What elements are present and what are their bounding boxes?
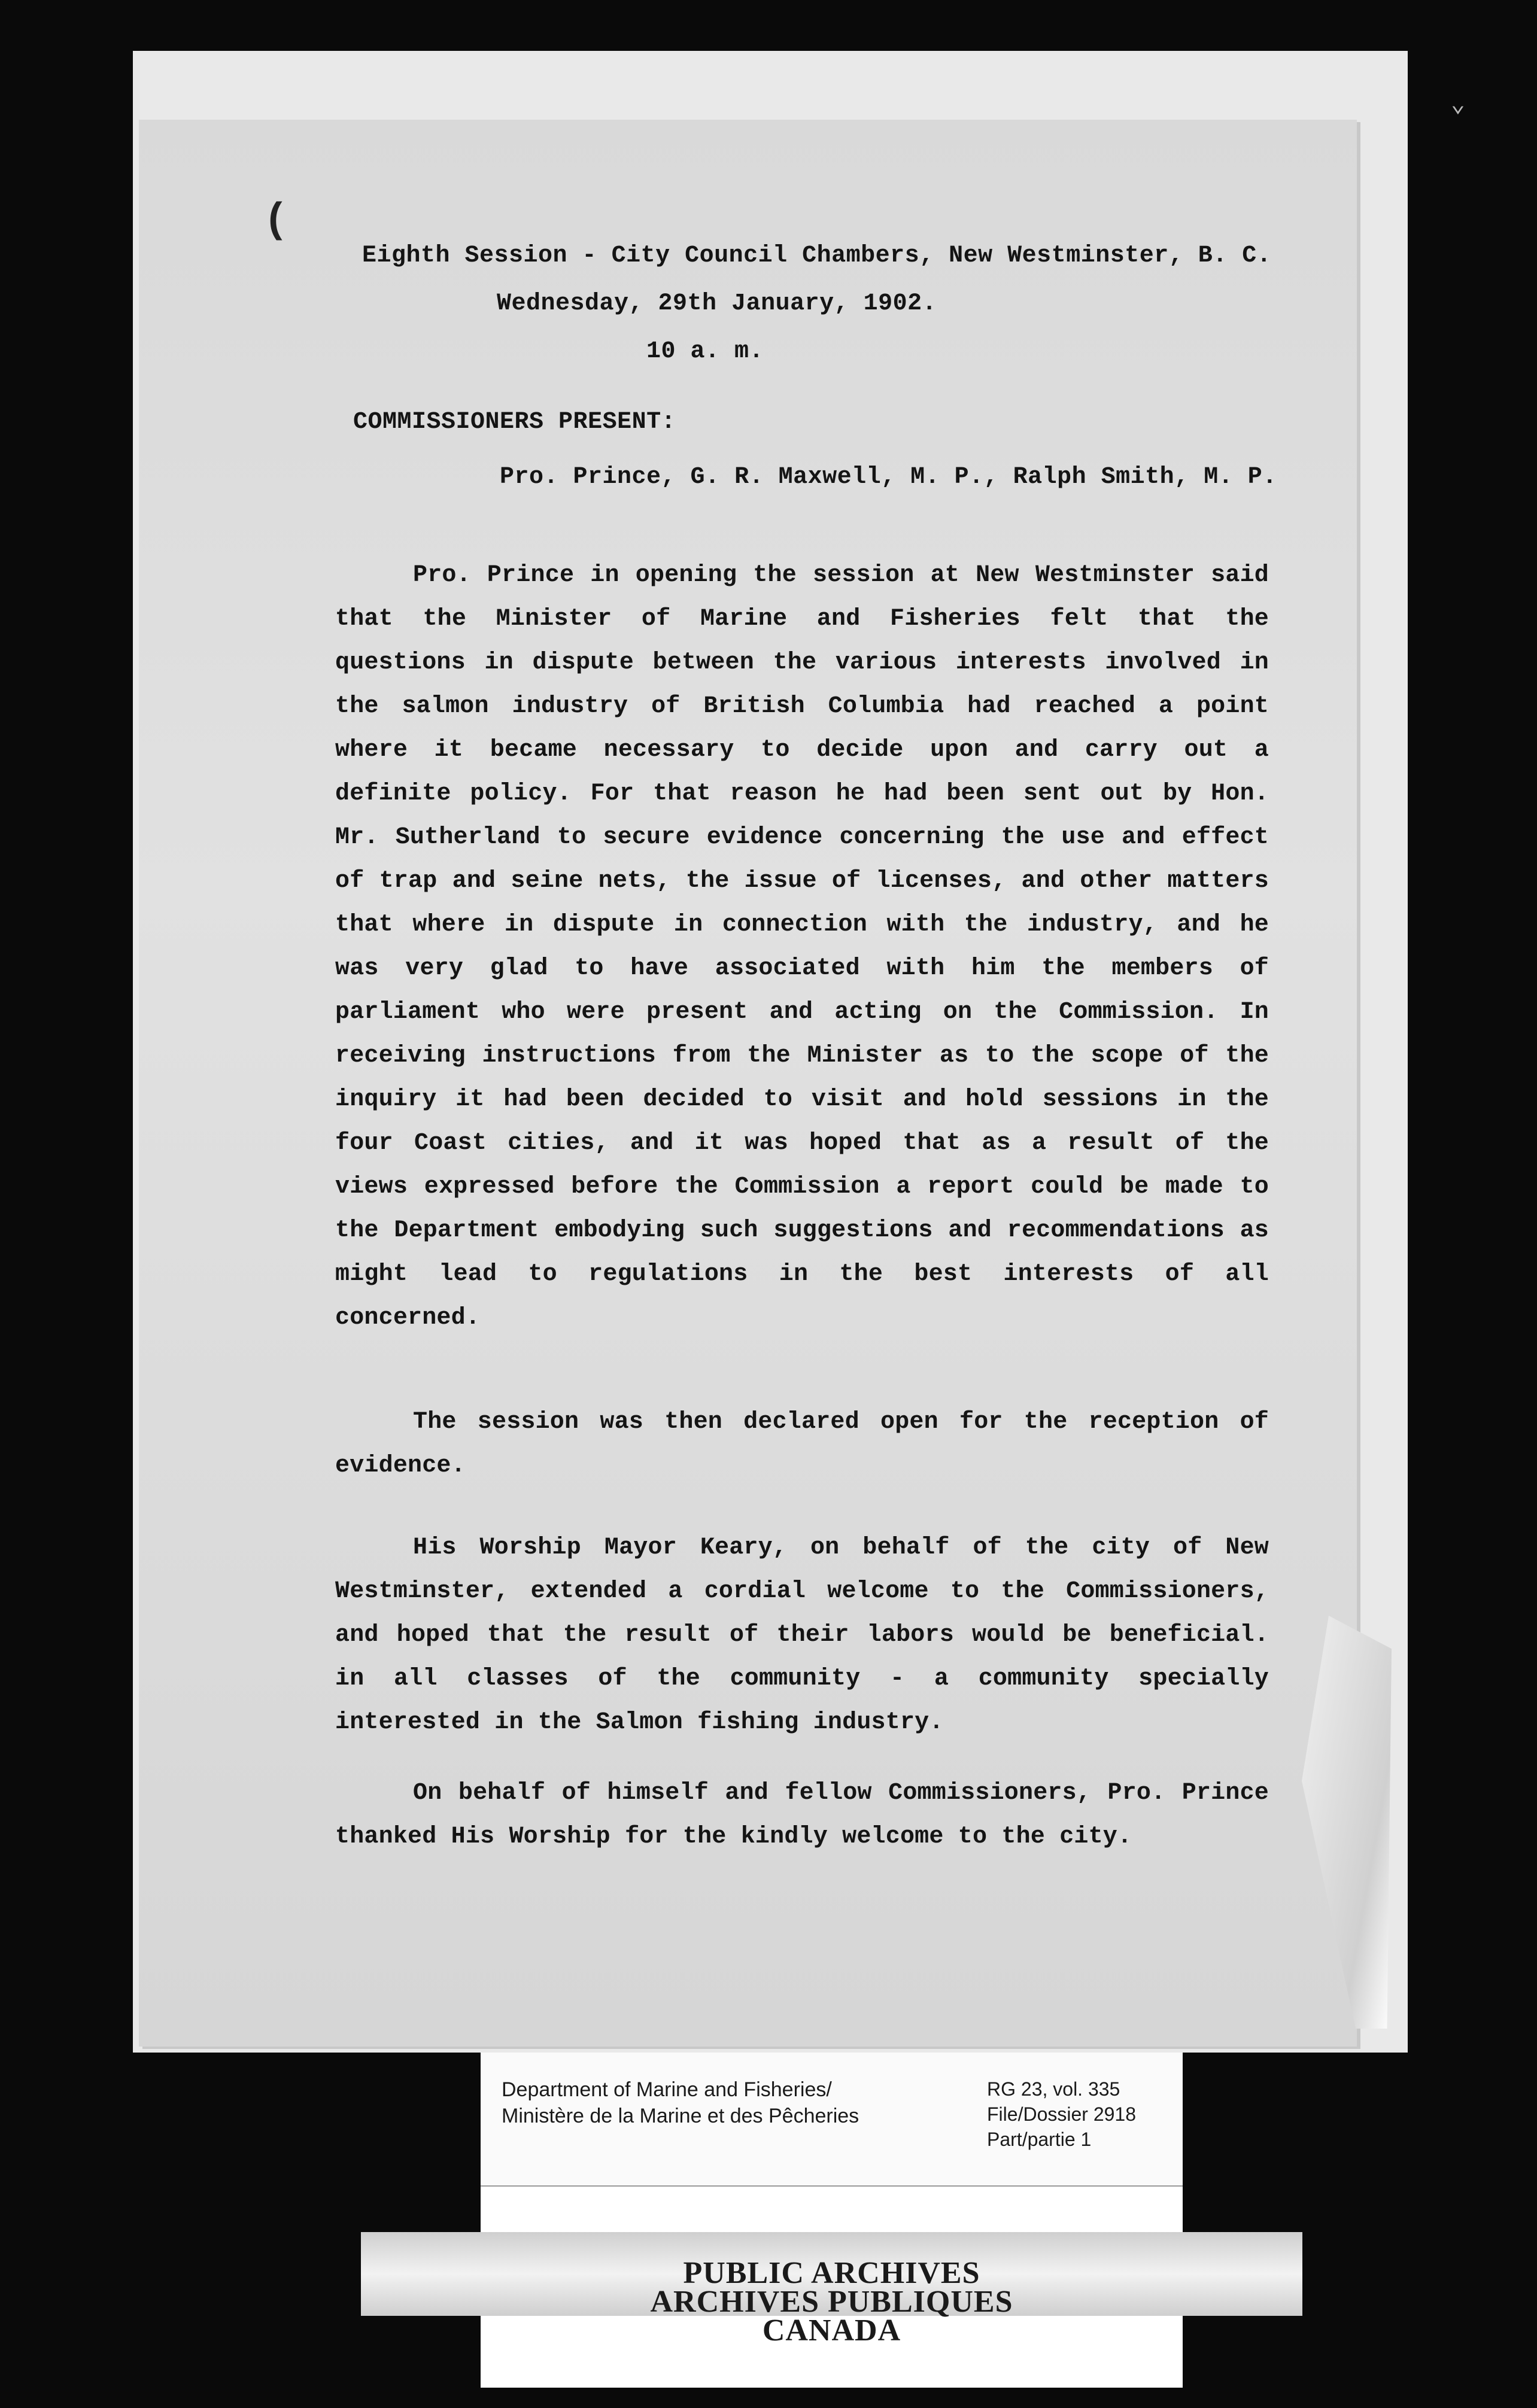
paragraph-mayor-welcome: His Worship Mayor Keary, on behalf of the city of New Westminster, extended a cordial welcome to the Commissioners, and hoped that the result of their labors would be beneficial. in all classes of the community - a community specially interested in the Salmon fishing industry.: [335, 1534, 1269, 1736]
archive-label-card: [481, 2053, 1183, 2388]
paragraph-session-open: The session was then declared open for the reception of evidence.: [335, 1409, 1269, 1479]
paragraph-opening: Pro. Prince in opening the session at New Westminster said that the Minister of Marine and Fisheries felt that the questions in dispute between the various interests involved in the salmon industry of British Columbia had reached a point where it became necessary to decide upon and carry out a definite policy. For that reason he had been sent out by Hon. Mr. Sutherland to secure evidence concerning the use and effect of trap and seine nets, the issue of licenses, and other matters that where in dispute in connection with the industry, and he was very glad to have associated with him the members of parliament who were present and acting on the Commission. In receiving instructions from the Minister as to the scope of the inquiry it had been decided to visit and hold sessions in the four Coast cities, and it was hoped that as a result of the views expressed before the Commission a report could be made to the Department embodying such suggestions and recommendations as might lead to regulations in the best interests of all concerned.: [335, 562, 1269, 1331]
department-block: [502, 2076, 859, 2129]
session-date: Wednesday, 29th January, 1902.: [497, 290, 937, 317]
commissioners-label: COMMISSIONERS PRESENT:: [353, 409, 676, 436]
session-heading: Eighth Session - City Council Chambers, New Westminster, B. C.: [362, 242, 1272, 269]
stamp-line-country: CANADA: [762, 2313, 901, 2348]
session-time: 10 a. m.: [646, 338, 764, 365]
commissioners-names: Pro. Prince, G. R. Maxwell, M. P., Ralph Smith, M. P.: [500, 464, 1277, 491]
archive-reference-box: [481, 2053, 1183, 2187]
record-group: RG 23, vol. 335: [987, 2078, 1120, 2100]
stamp-line-fr: ARCHIVES PUBLIQUES: [650, 2285, 1013, 2319]
paragraph-thanks: On behalf of himself and fellow Commissioners, Pro. Prince thanked His Worship for the kindly welcome to the city.: [335, 1780, 1269, 1850]
stamp-line-en: PUBLIC ARCHIVES: [683, 2256, 980, 2290]
part-number: Part/partie 1: [987, 2129, 1092, 2150]
file-number: File/Dossier 2918: [987, 2103, 1136, 2125]
archives-stamp: [481, 2256, 1183, 2379]
department-en: Department of Marine and Fisheries/: [502, 2078, 832, 2101]
department-fr: Ministère de la Marine et des Pêcheries: [502, 2105, 859, 2127]
reference-block: [987, 2076, 1136, 2152]
corner-mark-icon: ⌄: [1450, 92, 1465, 119]
punch-hole-icon: (: [263, 197, 289, 245]
